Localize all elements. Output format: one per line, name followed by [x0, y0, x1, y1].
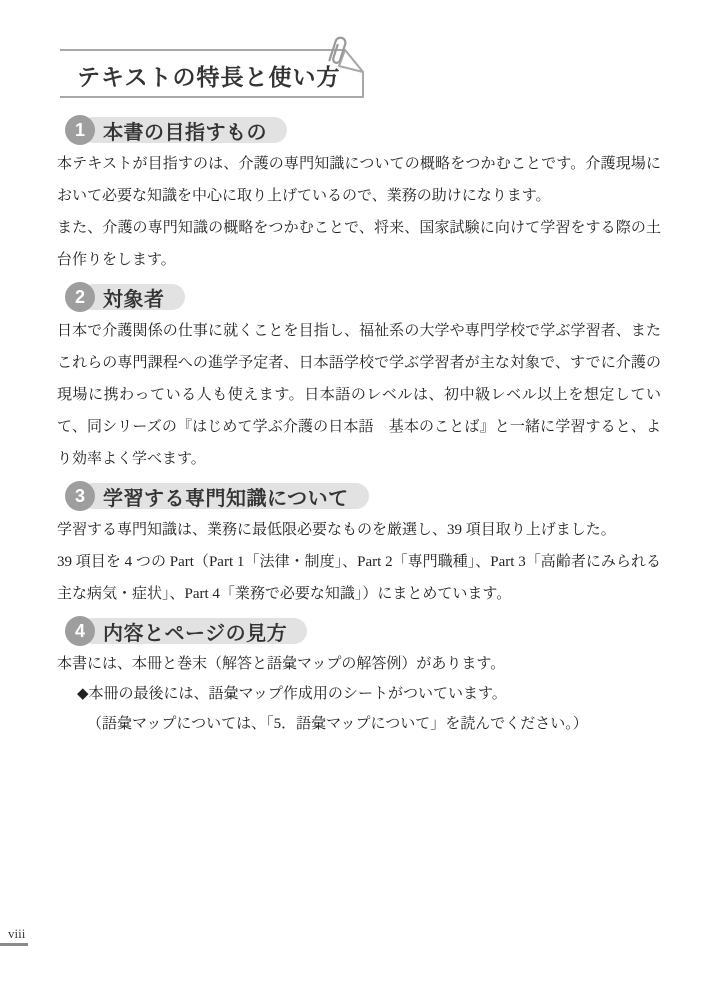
section-number-badge: 1 [65, 115, 95, 145]
section-heading-badge [65, 481, 369, 511]
section-number-badge: 2 [65, 282, 95, 312]
content-column [57, 115, 661, 739]
section-heading-badge [65, 282, 185, 312]
paragraph: 本テキストが目指すのは、介護の専門知識についての概略をつかむことです。介護現場において必要な知識を中心に取り上げているので、業務の助けになります。 [57, 156, 661, 204]
paragraph: また、介護の専門知識の概略をつかむことで、将来、国家試験に向けて学習をする際の土台作りをします。 [57, 220, 661, 268]
page-title: テキストの特長と使い方 [77, 64, 341, 90]
paragraph: 学習する専門知識は、業務に最低限必要なものを厳選し、39 項目取り上げました。 [57, 522, 616, 538]
section-heading: 内容とページの見方 [103, 622, 288, 645]
section-number-badge: 3 [65, 481, 95, 511]
section-number-badge: 4 [65, 616, 95, 646]
section-heading: 対象者 [103, 288, 165, 311]
paragraph-note: （語彙マップについては、「5．語彙マップについて」を読んでください。） [87, 716, 588, 732]
footer-rule [0, 943, 28, 946]
section-contents [57, 616, 661, 739]
paragraph-bullet: ◆本冊の最後には、語彙マップ作成用のシートがついています。 [77, 686, 507, 702]
page-number: viii [8, 926, 26, 941]
section-aims [57, 115, 661, 276]
section-heading-badge [65, 616, 307, 646]
section-heading-badge [65, 115, 287, 145]
paragraph: 本書には、本冊と巻末（解答と語彙マップの解答例）があります。 [57, 656, 506, 672]
section-knowledge [57, 481, 661, 610]
paragraph: 日本で介護関係の仕事に就くことを目指し、福祉系の大学や専門学校で学ぶ学習者、またこれらの専門課程への進学予定者、日本語学校で学ぶ学習者が主な対象で、すでに介護の現場に携わっている人も使えます。日本語のレベルは、初中級レベル以上を想定していて、同シリーズの『はじめて学ぶ介護の日本語 基本のことば』と一緒に学習すると、より効率よく学べます。 [57, 323, 661, 467]
section-audience [57, 282, 661, 475]
paragraph: 39 項目を 4 つの Part（Part 1「法律・制度」、Part 2「専門職種」、Part 3「高齢者にみられる主な病気・症状」、Part 4「業務で必要な知識」）にまとめています。 [57, 554, 661, 602]
title-note [55, 30, 385, 110]
section-heading: 本書の目指すもの [103, 121, 267, 144]
section-heading: 学習する専門知識について [103, 487, 349, 510]
